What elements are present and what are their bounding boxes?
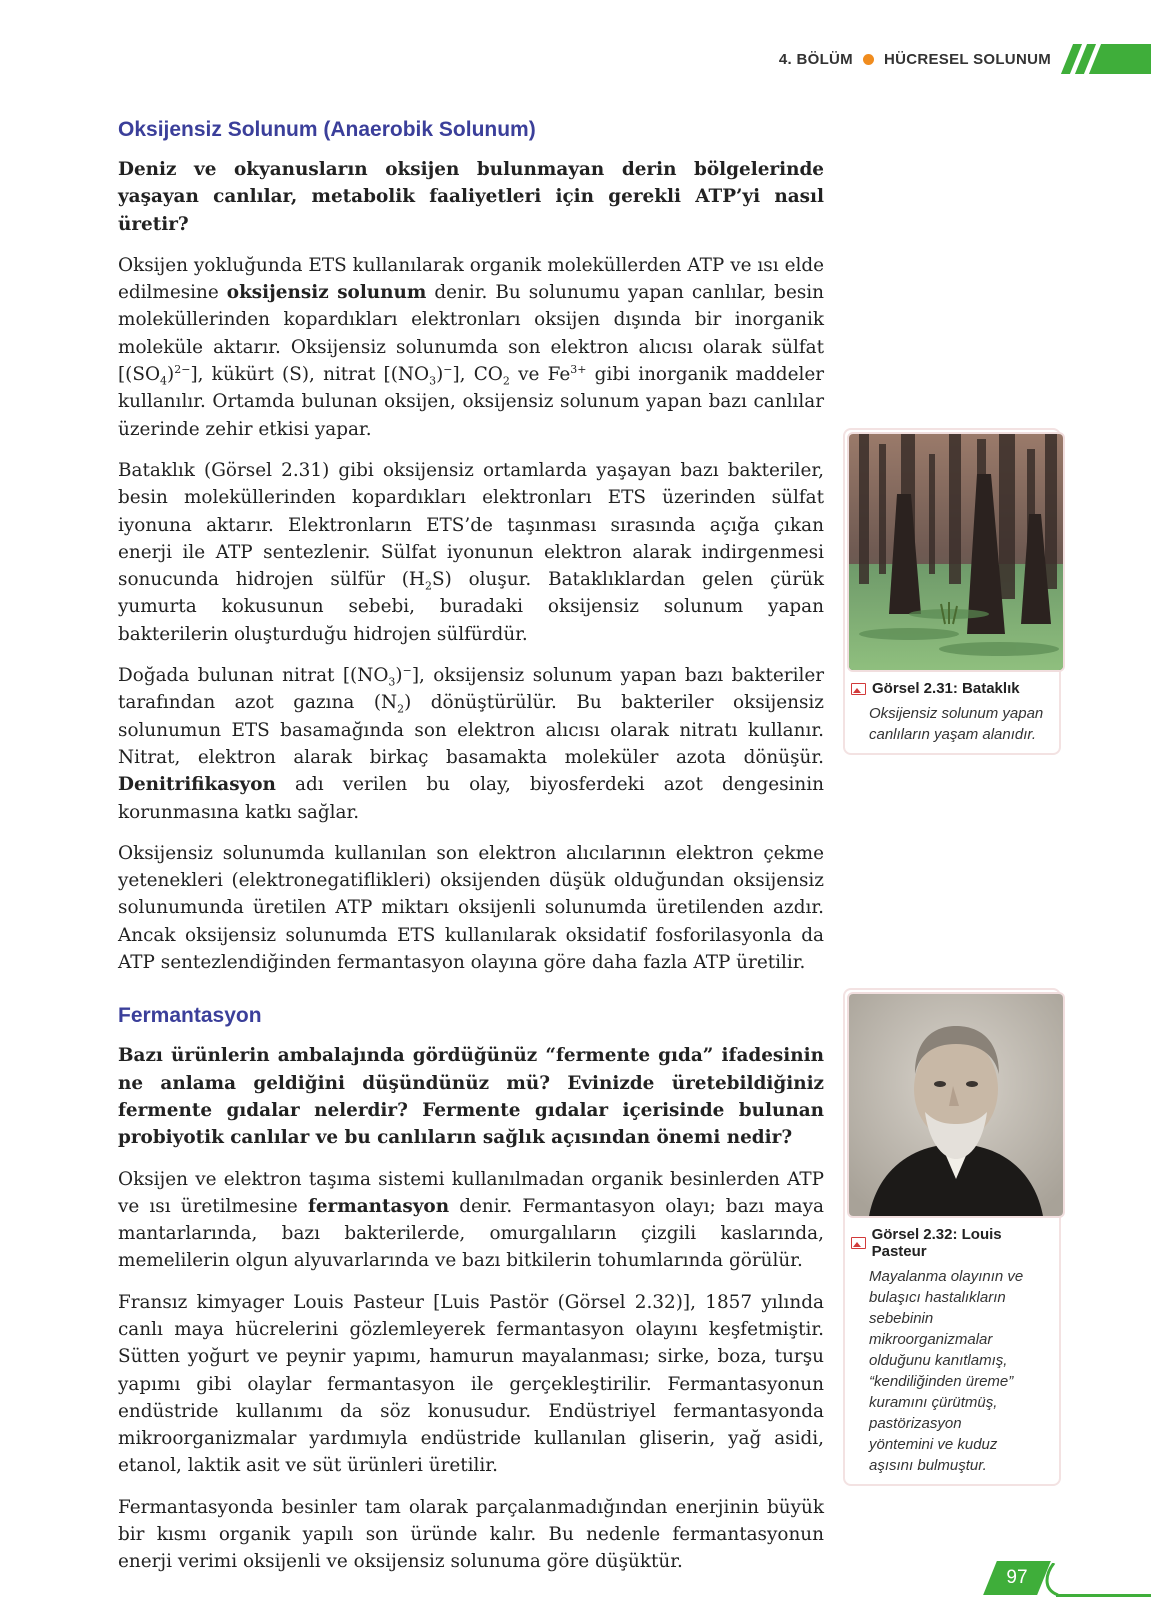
paragraph-anaerobic-4: Oksijensiz solunumda kullanılan son elektron alıcılarının elektron çekme yetenekleri (elektronegatiflikleri) oksijenden düşük olduğundan oksijensiz solunumunda üretilen ATP miktarı oksijenli solunumda üretilenden azdır. Ancak oksijensiz solunumda ETS kullanılarak oksidatif fosforilasyonla da ATP sentezlendiğinden fermantasyon olayına göre daha fazla ATP üretilir. — [118, 842, 824, 974]
swamp-photo — [847, 432, 1065, 672]
figure-pasteur — [843, 988, 1061, 1486]
chapter-label: 4. BÖLÜM — [778, 50, 853, 68]
figure-pasteur-caption: Mayalanma olayının ve bulaşıcı hastalıkların sebebinin mikroorganizmalar olduğunu kanıtlamış, “kendiliğinden üreme” kuramını çürütmüş, pastörizasyon yöntemini ve kuduz aşısını bulmuştur. — [869, 1268, 1024, 1474]
image-icon — [851, 683, 866, 695]
paragraph-fermentation-1: Oksijen ve elektron taşıma sistemi kullanılmadan organik besinlerden ATP ve ısı üretilmesine fermantasyon denir. Fermantasyon olayı; bazı maya mantarlarında, bazı bakterilerde, omurgalıların çizgili kaslarında, memelilerin olgun alyuvarlarında ve bazı bitkilerin tohumlarında görülür. — [118, 1168, 824, 1272]
footer-curve — [1040, 1563, 1080, 1597]
paragraph-fermentation-3: Fermantasyonda besinler tam olarak parçalanmadığından enerjinin büyük bir kısmı organik yapılı son üründe kalır. Bu nedenle fermantasyonun enerji verimi oksijenli ve oksijensiz solunuma göre düşüktür. — [118, 1496, 824, 1573]
paragraph-fermentation-2: Fransız kimyager Louis Pasteur [Luis Pastör (Görsel 2.32)], 1857 yılında canlı maya hücrelerini gözlemleyerek fermantasyon olayını keşfetmiştir. Sütten yoğurt ve peynir yapımı, hamurun mayalanması; sirke, boza, turşu yapımı gibi olaylar fermantasyon ile gerçekleştirilir. Fermantasyonun endüstride kullanımı da söz konusudur. Endüstriyel fermantasyonda mikroorganizmalar yardımıyla endüstride kullanılan gliserin, yağ asidi, etanol, laktik asit ve süt ürünleri üretilir. — [118, 1291, 824, 1477]
figure-pasteur-title: Görsel 2.32: Louis Pasteur — [851, 1226, 1055, 1260]
page-header — [779, 44, 1151, 74]
main-column — [118, 118, 824, 1590]
header-dot — [863, 54, 874, 65]
question-anaerobic: Deniz ve okyanusların oksijen bulunmayan derin bölgelerinde yaşayan canlılar, metabolik faaliyetleri için gerekli ATP’yi nasıl üretir? — [118, 159, 824, 235]
page-number: 97 — [1006, 1567, 1028, 1588]
section-heading-anaerobic: Oksijensiz Solunum (Anaerobik Solunum) — [118, 118, 536, 141]
figure-swamp-caption: Oksijensiz solunum yapan canlıların yaşam alanıdır. — [869, 705, 1044, 743]
figure-swamp — [843, 428, 1061, 755]
section-heading-fermentation: Fermantasyon — [118, 1004, 262, 1028]
paragraph-anaerobic-1: Oksijen yokluğunda ETS kullanılarak organik moleküllerden ATP ve ısı elde edilmesine oksijensiz solunum denir. Bu solunumu yapan canlılar, besin moleküllerinden kopardıkları elektronları oksijen dışında bir inorganik moleküle aktarır. Oksijensiz solunumda son elektron alıcısı olarak sülfat $[(SO_4)^{2-}]$, kükürt (S), nitrat $[(NO_3)^-]$, $CO_2$ ve $Fe^{3+}$ gibi inorganik maddeler kullanılır. Ortamda bulunan oksijen, oksijensiz solunum yapan bazı canlılar üzerinde zehir etkisi yapar. — [118, 254, 825, 440]
footer-line — [1056, 1594, 1151, 1597]
figure-swamp-title: Görsel 2.31: Bataklık — [851, 680, 1055, 697]
image-icon — [851, 1237, 866, 1249]
question-fermentation: Bazı ürünlerin ambalajında gördüğünüz “fermente gıda” ifadesinin ne anlama geldiğini düşündünüz mü? Evinizde üretebildiğiniz fermente gıdalar nelerdir? Fermente gıdalar içerisinde bulunan probiyotik canlılar ve bu canlıların sağlık açısından önemi nedir? — [118, 1045, 824, 1149]
paragraph-anaerobic-3: Doğada bulunan nitrat $[(NO_3)^-]$, oksijensiz solunum yapan bazı bakteriler tarafından azot gazına $(N_2)$ dönüştürülür. Bu bakteriler oksijensiz solunumun ETS basamağında son elektron alıcısı olarak nitratı kullanır. Nitrat, elektron alarak birkaç basamakta moleküler azota dönüşür. Denitrifikasyon adı verilen bu olay, biyosferdeki azot dengesinin korunmasına katkı sağlar. — [118, 663, 825, 823]
pasteur-photo — [847, 992, 1065, 1218]
paragraph-anaerobic-2: Bataklık (Görsel 2.31) gibi oksijensiz ortamlarda yaşayan bazı bakteriler, besin moleküllerinden kopardıkları elektronları ETS üzerinden sülfat iyonuna aktarır. Elektronların ETS’de taşınması sırasında açığa çıkan enerji ile ATP sentezlenir. Sülfat iyonunun elektron alarak indirgenmesi sonucunda hidrojen sülfür $(H_2S)$ oluşur. Bataklıklardan gelen çürük yumurta kokusunun sebebi, buradaki oksijensiz solunum yapan bakterilerin oluşturduğu hidrojen sülfürdür. — [118, 459, 824, 645]
chapter-title: HÜCRESEL SOLUNUM — [883, 50, 1051, 68]
header-accent-bar — [1061, 44, 1151, 74]
